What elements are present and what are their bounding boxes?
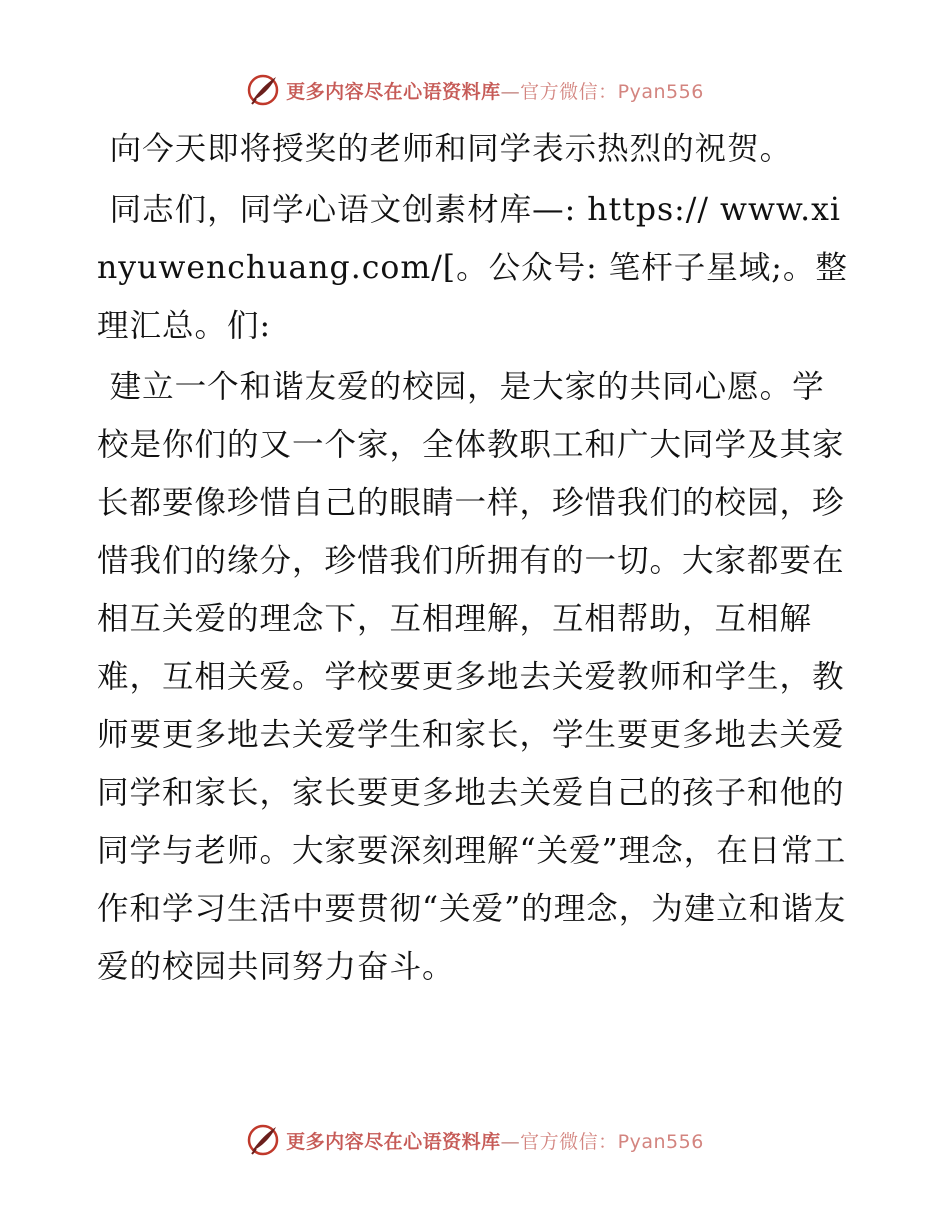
- paragraph-congratulations: 向今天即将授奖的老师和同学表示热烈的祝贺。: [109, 131, 793, 167]
- quill-pen-logo-icon: [246, 73, 280, 107]
- header-site-text: 更多内容尽在心语资料库: [286, 80, 501, 103]
- header-banner: [0, 70, 950, 110]
- header-wechat-text: 官方微信：Pyan556: [520, 80, 704, 103]
- footer-site-text: 更多内容尽在心语资料库: [286, 1130, 501, 1153]
- header-banner-text: [286, 77, 704, 104]
- footer-separator: —: [500, 1130, 521, 1153]
- header-separator: —: [500, 80, 521, 103]
- paragraph-main: 建立一个和谐友爱的校园，是大家的共同心愿。学校是你们的又一个家，全体教职工和广大同学及其家长都要像珍惜自己的眼睛一样，珍惜我们的校园，珍惜我们的缘分，珍惜我们所拥有的一切。大家都要在相互关爱的理念下，互相理解，互相帮助，互相解难，互相关爱。学校要更多地去关爱教师和学生，教师要更多地去关爱学生和家长，学生要更多地去关爱同学和家长，家长要更多地去关爱自己的孩子和他的同学与老师。大家要深刻理解“关爱”理念，在日常工作和学习生活中要贯彻“关爱”的理念，为建立和谐友爱的校园共同努力奋斗。: [97, 369, 847, 985]
- quill-pen-logo-icon: [246, 1123, 280, 1157]
- footer-wechat-text: 官方微信：Pyan556: [520, 1130, 704, 1153]
- footer-banner-text: [286, 1127, 704, 1154]
- footer-banner: [0, 1120, 950, 1160]
- paragraph-greeting: 同志们，同学心语文创素材库—: https:// www.xinyuwenchuang.com/[。公众号: 笔杆子星域;。整理汇总。们:: [97, 192, 848, 344]
- document-body: [97, 120, 857, 996]
